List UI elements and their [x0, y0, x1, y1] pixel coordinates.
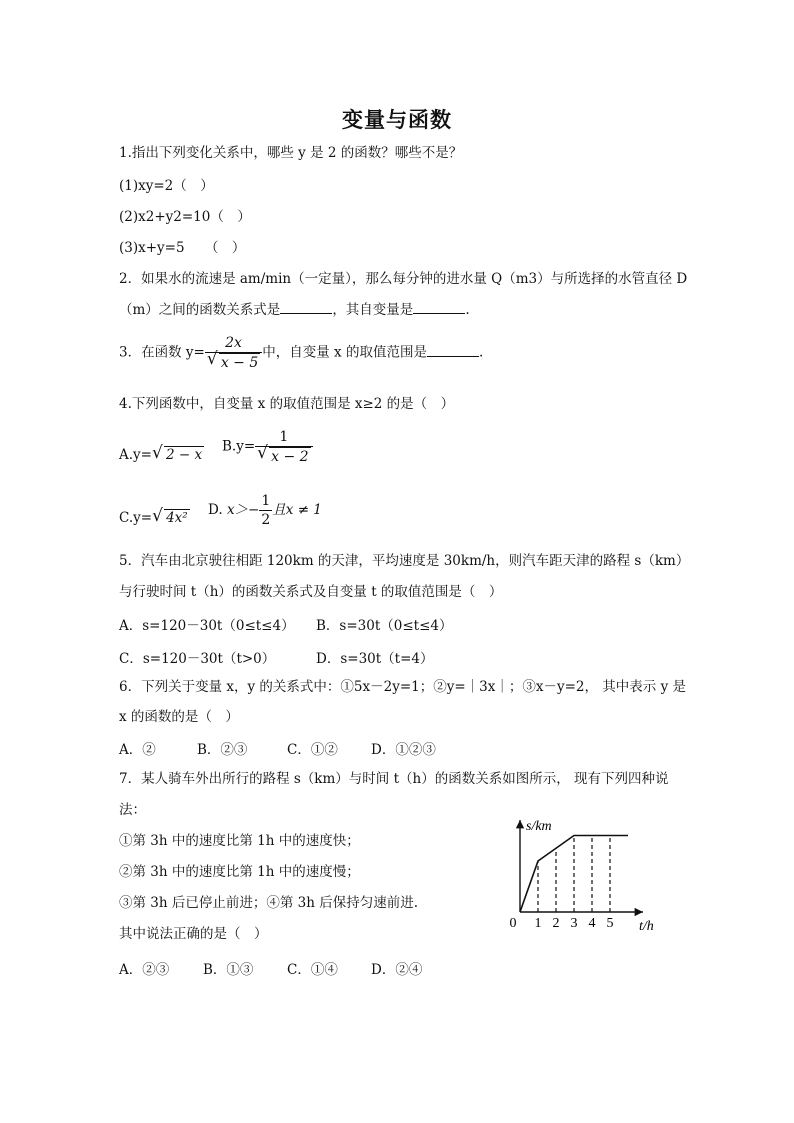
q3-suffix-a: 中，自变量 x 的取值范围是: [262, 344, 427, 361]
q3-fraction: [205, 334, 262, 372]
q7-option-d: D．②④: [371, 962, 423, 978]
q4-option-a: [119, 443, 204, 463]
q4-b-numerator: 1: [279, 429, 289, 445]
distance-time-graph: [498, 812, 658, 934]
q6-option-a: A．②: [119, 742, 156, 758]
answer-blank: [280, 301, 332, 314]
q4-b-label: B.y=: [222, 438, 256, 455]
x-tick-label: 2: [552, 916, 560, 931]
q7-statement-1: ①第 3h 中的速度比第 1h 中的速度快；: [119, 833, 360, 849]
q6-option-b: B．②③: [197, 742, 248, 758]
q5-line-1: 5．汽车由北京驶往相距 120km 的天津，平均速度是 30km/h，则汽车距天津的路程 s（km）: [119, 553, 690, 569]
q4-option-d: [208, 492, 322, 529]
origin-label: 0: [509, 916, 517, 931]
q7-option-a: A．②③: [119, 962, 170, 978]
x-tick-label: 3: [570, 916, 578, 931]
q2-text-a: （m）之间的函数关系式是: [119, 302, 281, 318]
q3-line: [119, 334, 483, 372]
q4-stem: 4.下列函数中，自变量 x 的取值范围是 x≥2 的是（ ）: [119, 396, 455, 412]
q2-text-b: ，其自变量是: [332, 302, 414, 318]
y-axis-label: s/km: [526, 819, 552, 834]
q6-option-d: D．①②③: [371, 742, 436, 758]
q3-suffix-b: .: [478, 344, 484, 361]
q2-line-2: [119, 301, 470, 319]
q4-b-radicand: x − 2: [271, 449, 309, 465]
q4-option-c: [119, 506, 190, 526]
q5-option-c: C．s=120－30t（t>0）: [119, 651, 276, 667]
q6-line-2: x 的函数的是（ ）: [119, 709, 239, 725]
q4-d-numerator: 1: [261, 493, 271, 509]
q5-option-b: B．s=30t（0≤t≤4）: [316, 618, 453, 634]
q4-a-radicand: 2 − x: [165, 447, 203, 463]
x-tick-label: 1: [534, 916, 542, 931]
q2-text-c: .: [465, 302, 470, 318]
q1-stem: 1.指出下列变化关系中，哪些 y 是 2 的函数？哪些不是？: [119, 145, 463, 161]
page-title: 变量与函数: [342, 107, 452, 132]
q3-radicand: x − 5: [220, 355, 259, 371]
q6-line-1: 6．下列关于变量 x，y 的关系式中：①5x－2y=1；②y=｜3x｜；③x－y=2， 其中表示 y 是: [119, 679, 687, 695]
q7-line-2: 法：: [119, 802, 146, 818]
q4-d-fraction: [259, 492, 272, 529]
q4-d-denominator: 2: [261, 512, 271, 528]
q2-line-1: 2．如果水的流速是 am/min（一定量），那么每分钟的进水量 Q（m3）与所选择的水管直径 D: [119, 271, 688, 287]
q4-c-label: C.y=: [119, 510, 153, 526]
q7-statement-2: ②第 3h 中的速度比第 1h 中的速度慢；: [119, 864, 360, 880]
q5-line-2: 与行驶时间 t（h）的函数关系式及自变量 t 的取值范围是（ ）: [119, 584, 503, 600]
x-tick-label: 5: [606, 916, 614, 931]
q7-statement-3: ③第 3h 后已停止前进；④第 3h 后保持匀速前进.: [119, 895, 419, 911]
answer-blank: [427, 344, 479, 357]
x-tick-label: 4: [588, 916, 596, 931]
q7-statement-4: 其中说法正确的是（ ）: [119, 926, 268, 942]
x-axis-label: t/h: [639, 919, 654, 934]
q1-item-2: (2)x2+y2=10（ ）: [119, 209, 251, 225]
q5-option-a: A．s=120－30t（0≤t≤4）: [119, 618, 295, 634]
q4-option-b: [222, 428, 313, 466]
q3-prefix: 3．在函数 y=: [119, 344, 205, 361]
sqrt-symbol: √ 2 − x: [151, 443, 203, 463]
q1-item-1: (1)xy=2（ ）: [119, 178, 214, 194]
answer-blank: [413, 301, 465, 314]
q7-line-1: 7．某人骑车外出所行的路程 s（km）与时间 t（h）的函数关系如图所示， 现有下列四种说: [119, 771, 669, 787]
q3-numerator: 2x: [225, 335, 242, 351]
sqrt-symbol: √ x − 5: [206, 349, 259, 371]
q4-d-expr-b: 且x ≠ 1: [272, 502, 322, 518]
q7-option-b: B．①③: [203, 962, 254, 978]
q4-b-fraction: [255, 428, 312, 466]
sqrt-symbol: √ x − 2: [257, 443, 309, 465]
q7-option-c: C．①④: [287, 962, 338, 978]
q4-d-label: D.: [208, 502, 223, 518]
q5-option-d: D．s=30t（t=4）: [316, 651, 434, 667]
q4-d-expr-a: x＞−: [226, 502, 260, 518]
q4-c-radicand: 4x²: [166, 510, 188, 526]
q4-a-label: A.y=: [119, 447, 152, 463]
q6-option-c: C．①②: [287, 742, 338, 758]
sqrt-symbol: √ 4x²: [152, 506, 188, 526]
q1-item-3: (3)x+y=5 （ ）: [119, 240, 246, 256]
